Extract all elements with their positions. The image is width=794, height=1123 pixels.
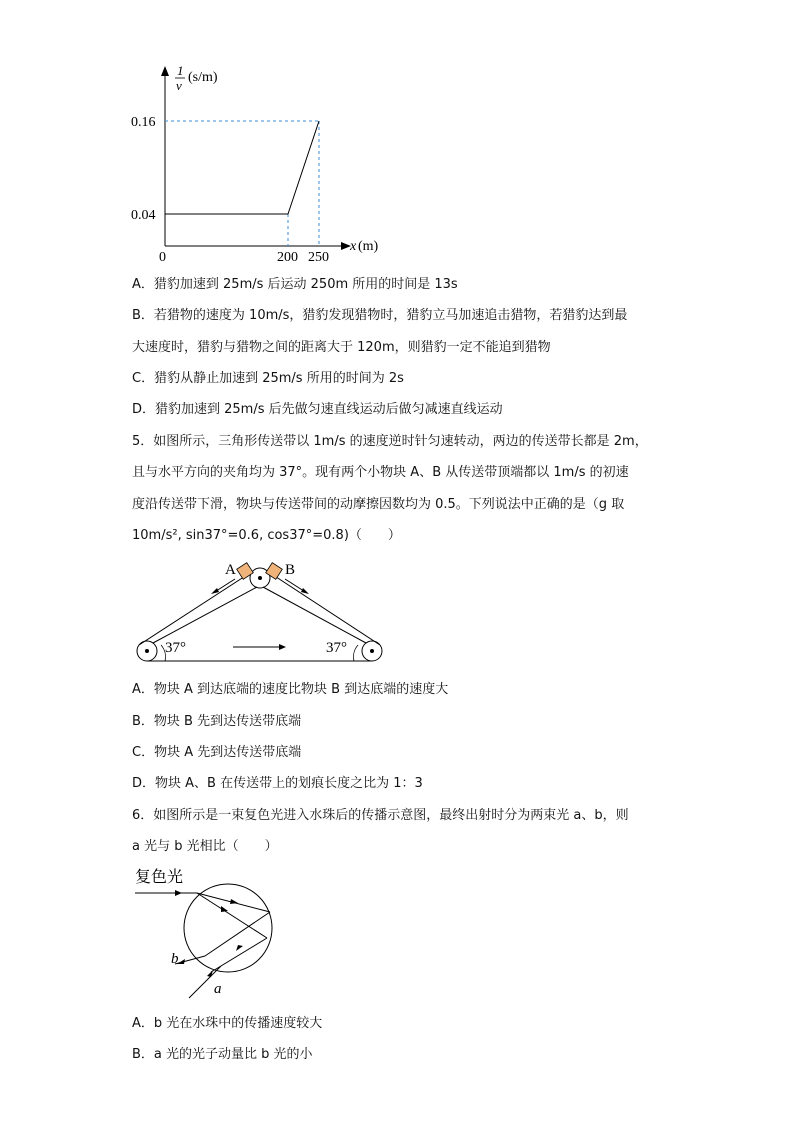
y-axis-arrow: [161, 66, 169, 76]
belt-right-inner: [263, 587, 366, 643]
block-b-label: B: [285, 562, 296, 578]
y-label-unit: (s/m): [188, 70, 218, 85]
q5-option-d: D．物块 A、B 在传送带上的划痕长度之比为 1：3: [132, 776, 423, 791]
q4-option-a: A．猎豹加速到 25m/s 后运动 250m 所用的时间是 13s: [132, 277, 458, 292]
x-tick-200: 200: [277, 250, 298, 265]
y-label-numerator: 1: [177, 63, 184, 78]
q4-option-d: D．猎豹加速到 25m/s 后先做匀速直线运动后做匀减速直线运动: [132, 402, 503, 417]
inner-ray-2-arrowhead: [221, 906, 228, 912]
triangular-conveyor-figure: [125, 555, 395, 670]
y-label-denominator: v: [176, 78, 182, 93]
q5-stem-line1: 5．如图所示，三角形传送带以 1m/s 的速度逆时针匀速转动，两边的传送带长都是 2m，: [132, 434, 648, 449]
incident-light-label: 复色光: [135, 869, 184, 886]
data-line: [165, 121, 319, 214]
x-label: x: [350, 239, 357, 254]
y-tick-004: 0.04: [131, 208, 156, 223]
belt-direction-arrowhead: [279, 644, 286, 650]
q6-stem-line2: a 光与 b 光相比（ ）: [132, 839, 278, 854]
water-droplet: [184, 884, 272, 972]
angle-right-label: 37°: [326, 640, 347, 656]
origin-label: 0: [159, 250, 166, 265]
inverse-velocity-graph: [125, 60, 395, 265]
x-tick-250: 250: [308, 250, 329, 265]
right-angle-arc: [354, 645, 358, 661]
q5-stem-line4: 10m/s², sin37°=0.6, cos37°=0.8)（ ）: [132, 528, 401, 543]
q6-option-b: B．a 光的光子动量比 b 光的小: [132, 1047, 313, 1062]
q5-option-b: B．物块 B 先到达传送带底端: [132, 714, 302, 729]
q6-stem-line1: 6．如图所示是一束复色光进入水珠后的传播示意图，最终出射时分为两束光 a、b，则: [132, 808, 629, 823]
belt-left-outer: [139, 571, 253, 645]
y-tick-016: 0.16: [131, 115, 156, 130]
q5-stem-line3: 度沿传送带下滑，物块与传送带间的动摩擦因数均为 0.5。下列说法中正确的是（g 取: [132, 497, 625, 512]
ray-b-label: b: [171, 951, 179, 967]
block-a-arrowhead: [211, 588, 219, 594]
q5-stem-line2: 且与水平方向的夹角均为 37°。现有两个小物块 A、B 从传送带顶端都以 1m/s 的初速: [132, 465, 629, 480]
x-label-unit: (m): [358, 239, 379, 254]
ray-a-label: a: [214, 981, 222, 997]
water-droplet-figure: [125, 862, 285, 1002]
block-b-arrowhead: [301, 588, 309, 594]
incident-arrowhead: [175, 890, 182, 896]
q4-option-b-line2: 大速度时，猎豹与猎物之间的距离大于 120m，则猎豹一定不能追到猎物: [132, 340, 551, 355]
q5-option-a: A．物块 A 到达底端的速度比物块 B 到达底端的速度大: [132, 682, 449, 697]
q4-option-c: C．猎豹从静止加速到 25m/s 所用的时间为 2s: [132, 371, 404, 386]
q6-option-a: A．b 光在水珠中的传播速度较大: [132, 1016, 323, 1031]
q5-option-c: C．物块 A 先到达传送带底端: [132, 745, 302, 760]
angle-left-label: 37°: [165, 640, 186, 656]
q4-option-b-line1: B．若猎物的速度为 10m/s，猎豹发现猎物时，猎豹立马加速追击猎物，若猎豹达到最: [132, 308, 628, 323]
belt-left-inner: [153, 587, 257, 643]
block-a-label: A: [225, 562, 236, 578]
belt-right-outer: [267, 571, 380, 645]
reflect-arrowhead: [236, 945, 243, 951]
reflect-ray-2: [221, 938, 267, 966]
